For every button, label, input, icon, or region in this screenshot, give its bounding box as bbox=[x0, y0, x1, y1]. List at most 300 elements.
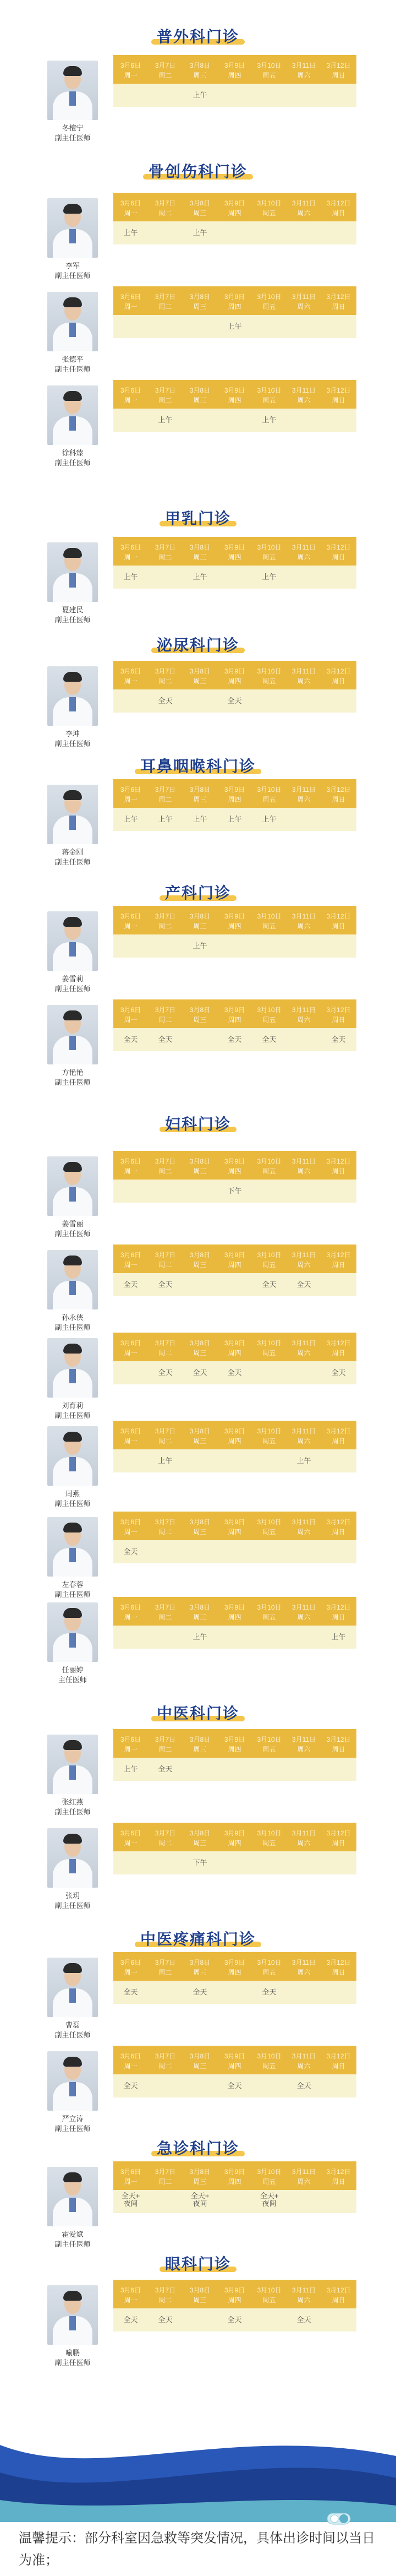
date-label: 3月6日 bbox=[120, 2052, 141, 2060]
schedule-table bbox=[113, 1729, 356, 1781]
schedule-row bbox=[113, 1981, 356, 2004]
weekday-label: 周二 bbox=[158, 1969, 172, 1976]
schedule-cell: 上午 bbox=[123, 573, 138, 581]
schedule-cell: 上午 bbox=[227, 322, 242, 330]
weekday-label: 周六 bbox=[297, 209, 311, 217]
schedule-table bbox=[113, 537, 356, 589]
weekday-label: 周一 bbox=[124, 1349, 138, 1357]
weekday-label: 周六 bbox=[297, 1016, 311, 1024]
weekday-label: 周日 bbox=[332, 2062, 345, 2070]
schedule-cell: 上午 bbox=[193, 91, 207, 99]
date-label: 3月8日 bbox=[189, 786, 211, 794]
date-label: 3月9日 bbox=[224, 1157, 245, 1165]
section-title-text: 泌尿科门诊 bbox=[151, 633, 245, 655]
date-label: 3月10日 bbox=[257, 1518, 282, 1526]
weekday-label: 周六 bbox=[297, 72, 311, 79]
weekday-label: 周六 bbox=[297, 1746, 311, 1753]
weekday-label: 周四 bbox=[228, 2296, 241, 2304]
weekday-label: 周五 bbox=[262, 1839, 276, 1847]
schedule-header bbox=[113, 1151, 356, 1180]
date-label: 3月11日 bbox=[292, 667, 316, 675]
weekday-label: 周三 bbox=[193, 2062, 207, 2070]
doctor-name: 徐科臻 bbox=[62, 449, 84, 457]
weekday-label: 周三 bbox=[193, 1528, 207, 1536]
weekday-label: 周四 bbox=[228, 303, 241, 311]
schedule-row bbox=[113, 315, 356, 338]
weekday-label: 周四 bbox=[228, 1839, 241, 1847]
schedule-row bbox=[113, 1540, 356, 1563]
date-label: 3月11日 bbox=[292, 912, 316, 920]
date-label: 3月7日 bbox=[155, 1157, 176, 1165]
schedule-header bbox=[113, 2280, 356, 2308]
date-label: 3月10日 bbox=[257, 1959, 282, 1966]
weekday-label: 周日 bbox=[332, 1528, 345, 1536]
weekday-label: 周一 bbox=[124, 1016, 138, 1024]
schedule-cell: 全天+ 夜间 bbox=[260, 2192, 279, 2208]
date-label: 3月8日 bbox=[189, 1251, 211, 1259]
date-label: 3月8日 bbox=[189, 1604, 211, 1611]
weekday-label: 周一 bbox=[124, 72, 138, 79]
date-label: 3月7日 bbox=[155, 544, 176, 551]
doctor-title: 副主任医师 bbox=[54, 1808, 91, 1816]
doctor-card bbox=[0, 2167, 396, 2248]
weekday-label: 周日 bbox=[332, 1167, 345, 1175]
doctor-photo bbox=[47, 785, 98, 844]
weekday-label: 周日 bbox=[332, 1437, 345, 1445]
doctor-card bbox=[0, 1958, 396, 2039]
schedule-row bbox=[113, 2190, 356, 2213]
date-label: 3月6日 bbox=[120, 1518, 141, 1526]
doctor-name: 喻鹏 bbox=[65, 2349, 80, 2357]
section-title-text: 急诊科门诊 bbox=[151, 2137, 245, 2159]
doctor-card bbox=[0, 1735, 396, 1816]
weekday-label: 周一 bbox=[124, 1839, 138, 1847]
weekday-label: 周二 bbox=[158, 677, 172, 685]
weekday-label: 周日 bbox=[332, 209, 345, 217]
date-label: 3月9日 bbox=[224, 1604, 245, 1611]
schedule-cell: 全天 bbox=[158, 1765, 173, 1773]
schedule-header bbox=[113, 55, 356, 84]
date-label: 3月7日 bbox=[155, 1736, 176, 1743]
date-label: 3月11日 bbox=[292, 1829, 316, 1837]
section-title-text: 耳鼻咽喉科门诊 bbox=[135, 754, 261, 776]
date-label: 3月11日 bbox=[292, 1339, 316, 1347]
weekday-label: 周五 bbox=[262, 1969, 276, 1976]
doctor-title: 副主任医师 bbox=[54, 1323, 91, 1332]
doctor-name: 任丽婷 bbox=[62, 1666, 84, 1674]
doctor-title: 副主任医师 bbox=[54, 1230, 91, 1238]
weekday-label: 周六 bbox=[297, 677, 311, 685]
weekday-label: 周四 bbox=[228, 2178, 241, 2186]
weekday-label: 周五 bbox=[262, 1016, 276, 1024]
schedule-table bbox=[113, 1333, 356, 1384]
date-label: 3月8日 bbox=[189, 62, 211, 69]
date-label: 3月12日 bbox=[326, 1604, 351, 1611]
weekday-label: 周日 bbox=[332, 1349, 345, 1357]
date-label: 3月6日 bbox=[120, 2286, 141, 2294]
date-label: 3月6日 bbox=[120, 62, 141, 69]
date-label: 3月10日 bbox=[257, 2168, 282, 2176]
date-label: 3月9日 bbox=[224, 62, 245, 69]
weekday-label: 周三 bbox=[193, 2296, 207, 2304]
date-label: 3月6日 bbox=[120, 912, 141, 920]
weekday-label: 周日 bbox=[332, 72, 345, 79]
date-label: 3月11日 bbox=[292, 786, 316, 794]
weekday-label: 周四 bbox=[228, 72, 241, 79]
doctor-title: 副主任医师 bbox=[54, 740, 91, 748]
weekday-label: 周三 bbox=[193, 796, 207, 803]
schedule-row bbox=[113, 1626, 356, 1649]
doctor-card bbox=[0, 1005, 396, 1086]
doctor-title: 副主任医师 bbox=[54, 365, 91, 373]
schedule-table bbox=[113, 1421, 356, 1472]
date-label: 3月10日 bbox=[257, 2052, 282, 2060]
schedule-row bbox=[113, 689, 356, 713]
weekday-label: 周四 bbox=[228, 1016, 241, 1024]
schedule-header bbox=[113, 1512, 356, 1540]
doctor-photo bbox=[47, 385, 98, 445]
weekday-label: 周五 bbox=[262, 1528, 276, 1536]
doctor-name: 李军 bbox=[65, 262, 80, 270]
schedule-cell: 全天 bbox=[296, 1280, 311, 1289]
schedule-header bbox=[113, 380, 356, 409]
weekday-label: 周六 bbox=[297, 1528, 311, 1536]
doctor-title: 副主任医师 bbox=[54, 1078, 91, 1086]
schedule-table bbox=[113, 2161, 356, 2213]
section-title bbox=[0, 633, 396, 655]
doctor-card bbox=[0, 1338, 396, 1420]
schedule-cell: 全天 bbox=[123, 1035, 138, 1044]
date-label: 3月11日 bbox=[292, 199, 316, 207]
date-label: 3月12日 bbox=[326, 786, 351, 794]
weekday-label: 周一 bbox=[124, 209, 138, 217]
date-label: 3月9日 bbox=[224, 199, 245, 207]
doctor-card bbox=[0, 542, 396, 624]
schedule-row bbox=[113, 1851, 356, 1874]
weekday-label: 周五 bbox=[262, 1349, 276, 1357]
schedule-table bbox=[113, 2046, 356, 2097]
weekday-label: 周日 bbox=[332, 1746, 345, 1753]
schedule-cell: 全天 bbox=[158, 1035, 173, 1044]
schedule-header bbox=[113, 537, 356, 566]
schedule-cell: 上午 bbox=[158, 416, 173, 424]
toggle-switch-icon[interactable] bbox=[327, 2513, 351, 2525]
date-label: 3月11日 bbox=[292, 1518, 316, 1526]
schedule-row bbox=[113, 1028, 356, 1051]
section-title-text: 中医疼痛科门诊 bbox=[135, 1927, 261, 1949]
schedule-header bbox=[113, 2046, 356, 2074]
date-label: 3月9日 bbox=[224, 912, 245, 920]
weekday-label: 周一 bbox=[124, 796, 138, 803]
date-label: 3月9日 bbox=[224, 2168, 245, 2176]
weekday-label: 周四 bbox=[228, 1437, 241, 1445]
weekday-label: 周三 bbox=[193, 1746, 207, 1753]
section-title-text: 眼科门诊 bbox=[160, 2252, 237, 2274]
doctor-photo bbox=[47, 1338, 98, 1398]
weekday-label: 周日 bbox=[332, 677, 345, 685]
schedule-table bbox=[113, 661, 356, 713]
schedule-cell: 上午 bbox=[158, 1457, 173, 1465]
schedule-cell: 上午 bbox=[193, 573, 207, 581]
weekday-label: 周三 bbox=[193, 1613, 207, 1621]
weekday-label: 周六 bbox=[297, 1261, 311, 1269]
doctor-photo bbox=[47, 1517, 98, 1577]
schedule-cell: 全天+ 夜间 bbox=[190, 2192, 210, 2208]
weekday-label: 周日 bbox=[332, 1261, 345, 1269]
weekday-label: 周二 bbox=[158, 553, 172, 561]
weekday-label: 周二 bbox=[158, 1528, 172, 1536]
section-title-text: 骨创伤科门诊 bbox=[143, 160, 253, 182]
notice-text: 温馨提示：部分科室因急救等突发情况，具体出诊时间以当日为准； bbox=[19, 2531, 375, 2568]
date-label: 3月7日 bbox=[155, 1339, 176, 1347]
section-title-text: 中医科门诊 bbox=[151, 1702, 245, 1724]
weekday-label: 周六 bbox=[297, 1167, 311, 1175]
schedule-cell: 全天 bbox=[331, 1035, 346, 1044]
weekday-label: 周二 bbox=[158, 796, 172, 803]
date-label: 3月9日 bbox=[224, 2286, 245, 2294]
doctor-photo bbox=[47, 1250, 98, 1309]
schedule-table bbox=[113, 906, 356, 958]
schedule-row bbox=[113, 1273, 356, 1296]
weekday-label: 周四 bbox=[228, 2062, 241, 2070]
weekday-label: 周四 bbox=[228, 1746, 241, 1753]
date-label: 3月11日 bbox=[292, 1157, 316, 1165]
weekday-label: 周六 bbox=[297, 396, 311, 404]
weekday-label: 周五 bbox=[262, 553, 276, 561]
weekday-label: 周一 bbox=[124, 2062, 138, 2070]
doctor-title: 副主任医师 bbox=[54, 2240, 91, 2248]
date-label: 3月7日 bbox=[155, 387, 176, 394]
schedule-cell: 全天 bbox=[227, 697, 242, 705]
date-label: 3月10日 bbox=[257, 1157, 282, 1165]
weekday-label: 周三 bbox=[193, 677, 207, 685]
schedule-cell: 上午 bbox=[193, 942, 207, 950]
weekday-label: 周日 bbox=[332, 396, 345, 404]
weekday-label: 周三 bbox=[193, 1839, 207, 1847]
date-label: 3月9日 bbox=[224, 2052, 245, 2060]
doctor-photo bbox=[47, 1735, 98, 1794]
schedule-cell: 上午 bbox=[193, 815, 207, 823]
schedule-row bbox=[113, 934, 356, 958]
schedule-table bbox=[113, 1151, 356, 1203]
schedule-table bbox=[113, 999, 356, 1051]
schedule-cell: 全天 bbox=[193, 1368, 207, 1377]
weekday-label: 周一 bbox=[124, 1746, 138, 1753]
weekday-label: 周四 bbox=[228, 796, 241, 803]
schedule-table bbox=[113, 1512, 356, 1563]
doctor-photo bbox=[47, 911, 98, 971]
date-label: 3月9日 bbox=[224, 1959, 245, 1966]
doctor-card bbox=[0, 2285, 396, 2367]
weekday-label: 周四 bbox=[228, 1261, 241, 1269]
date-label: 3月6日 bbox=[120, 544, 141, 551]
schedule-table bbox=[113, 1823, 356, 1874]
schedule-cell: 上午 bbox=[123, 815, 138, 823]
section-title bbox=[0, 1112, 396, 1134]
date-label: 3月8日 bbox=[189, 1518, 211, 1526]
schedule-header bbox=[113, 193, 356, 221]
date-label: 3月11日 bbox=[292, 293, 316, 301]
weekday-label: 周三 bbox=[193, 553, 207, 561]
schedule-row bbox=[113, 221, 356, 244]
weekday-label: 周四 bbox=[228, 1528, 241, 1536]
date-label: 3月7日 bbox=[155, 1427, 176, 1435]
date-label: 3月12日 bbox=[326, 62, 351, 69]
date-label: 3月8日 bbox=[189, 912, 211, 920]
weekday-label: 周五 bbox=[262, 1746, 276, 1753]
weekday-label: 周一 bbox=[124, 1969, 138, 1976]
doctor-card bbox=[0, 198, 396, 280]
date-label: 3月6日 bbox=[120, 1251, 141, 1259]
schedule-cell: 上午 bbox=[262, 815, 277, 823]
section-title bbox=[0, 1927, 396, 1949]
weekday-label: 周日 bbox=[332, 1839, 345, 1847]
schedule-cell: 上午 bbox=[227, 815, 242, 823]
weekday-label: 周五 bbox=[262, 1613, 276, 1621]
date-label: 3月10日 bbox=[257, 786, 282, 794]
doctor-name: 张玥 bbox=[65, 1892, 80, 1900]
schedule-cell: 全天 bbox=[158, 2316, 173, 2324]
weekday-label: 周日 bbox=[332, 303, 345, 311]
schedule-header bbox=[113, 1244, 356, 1273]
schedule-table bbox=[113, 1244, 356, 1296]
schedule-row bbox=[113, 1449, 356, 1472]
schedule-cell: 全天 bbox=[193, 1988, 207, 1996]
date-label: 3月8日 bbox=[189, 2286, 211, 2294]
section-title bbox=[0, 1702, 396, 1724]
date-label: 3月12日 bbox=[326, 293, 351, 301]
date-label: 3月6日 bbox=[120, 1006, 141, 1014]
date-label: 3月10日 bbox=[257, 1829, 282, 1837]
weekday-label: 周二 bbox=[158, 1167, 172, 1175]
weekday-label: 周五 bbox=[262, 1167, 276, 1175]
doctor-title: 主任医师 bbox=[58, 1676, 87, 1684]
weekday-label: 周四 bbox=[228, 1969, 241, 1976]
schedule-row bbox=[113, 409, 356, 432]
date-label: 3月12日 bbox=[326, 1736, 351, 1743]
doctor-card bbox=[0, 911, 396, 993]
weekday-label: 周一 bbox=[124, 1261, 138, 1269]
schedule-cell: 上午 bbox=[296, 1457, 311, 1465]
date-label: 3月7日 bbox=[155, 2168, 176, 2176]
doctor-photo bbox=[47, 292, 98, 351]
doctor-card bbox=[0, 1828, 396, 1910]
date-label: 3月9日 bbox=[224, 544, 245, 551]
weekday-label: 周五 bbox=[262, 922, 276, 930]
date-label: 3月10日 bbox=[257, 1736, 282, 1743]
weekday-label: 周四 bbox=[228, 677, 241, 685]
schedule-row bbox=[113, 84, 356, 107]
schedule-row bbox=[113, 808, 356, 831]
schedule-header bbox=[113, 286, 356, 315]
date-label: 3月11日 bbox=[292, 2286, 316, 2294]
date-label: 3月11日 bbox=[292, 1736, 316, 1743]
doctor-photo bbox=[47, 1828, 98, 1888]
doctor-title: 副主任医师 bbox=[54, 985, 91, 993]
schedule-cell: 上午 bbox=[193, 229, 207, 237]
weekday-label: 周日 bbox=[332, 553, 345, 561]
date-label: 3月10日 bbox=[257, 1339, 282, 1347]
doctor-photo bbox=[47, 61, 98, 120]
date-label: 3月12日 bbox=[326, 1006, 351, 1014]
date-label: 3月12日 bbox=[326, 1959, 351, 1966]
weekday-label: 周一 bbox=[124, 1613, 138, 1621]
weekday-label: 周日 bbox=[332, 1016, 345, 1024]
weekday-label: 周六 bbox=[297, 553, 311, 561]
date-label: 3月7日 bbox=[155, 2052, 176, 2060]
date-label: 3月7日 bbox=[155, 1829, 176, 1837]
date-label: 3月12日 bbox=[326, 2168, 351, 2176]
date-label: 3月8日 bbox=[189, 199, 211, 207]
date-label: 3月10日 bbox=[257, 2286, 282, 2294]
schedule-table bbox=[113, 779, 356, 831]
doctor-card bbox=[0, 1250, 396, 1332]
doctor-photo bbox=[47, 1602, 98, 1662]
schedule-table bbox=[113, 380, 356, 432]
doctor-photo bbox=[47, 2167, 98, 2226]
doctor-title: 副主任医师 bbox=[54, 1411, 91, 1420]
date-label: 3月12日 bbox=[326, 199, 351, 207]
date-label: 3月12日 bbox=[326, 912, 351, 920]
date-label: 3月10日 bbox=[257, 62, 282, 69]
date-label: 3月6日 bbox=[120, 1959, 141, 1966]
date-label: 3月7日 bbox=[155, 1959, 176, 1966]
doctor-card bbox=[0, 785, 396, 866]
schedule-cell: 上午 bbox=[331, 1633, 346, 1641]
schedule-table bbox=[113, 193, 356, 244]
weekday-label: 周一 bbox=[124, 1528, 138, 1536]
date-label: 3月10日 bbox=[257, 1006, 282, 1014]
weekday-label: 周四 bbox=[228, 396, 241, 404]
date-label: 3月7日 bbox=[155, 667, 176, 675]
weekday-label: 周日 bbox=[332, 1613, 345, 1621]
doctor-card bbox=[0, 1602, 396, 1684]
date-label: 3月12日 bbox=[326, 1251, 351, 1259]
date-label: 3月9日 bbox=[224, 1006, 245, 1014]
schedule-cell: 全天 bbox=[123, 1280, 138, 1289]
weekday-label: 周五 bbox=[262, 2178, 276, 2186]
schedule-row bbox=[113, 566, 356, 589]
date-label: 3月12日 bbox=[326, 2052, 351, 2060]
schedule-cell: 上午 bbox=[123, 229, 138, 237]
weekday-label: 周三 bbox=[193, 1167, 207, 1175]
date-label: 3月8日 bbox=[189, 2168, 211, 2176]
date-label: 3月12日 bbox=[326, 1518, 351, 1526]
doctor-name: 周燕 bbox=[65, 1490, 80, 1498]
weekday-label: 周三 bbox=[193, 1969, 207, 1976]
schedule-table bbox=[113, 286, 356, 338]
date-label: 3月9日 bbox=[224, 1829, 245, 1837]
schedule-cell: 全天 bbox=[296, 2316, 311, 2324]
doctor-photo bbox=[47, 198, 98, 258]
schedule-cell: 上午 bbox=[262, 416, 277, 424]
weekday-label: 周日 bbox=[332, 796, 345, 803]
schedule-cell: 全天 bbox=[227, 1368, 242, 1377]
weekday-label: 周日 bbox=[332, 2296, 345, 2304]
doctor-photo bbox=[47, 666, 98, 726]
weekday-label: 周日 bbox=[332, 922, 345, 930]
weekday-label: 周三 bbox=[193, 1016, 207, 1024]
doctor-title: 副主任医师 bbox=[54, 2124, 91, 2133]
schedule-cell: 上午 bbox=[123, 1765, 138, 1773]
weekday-label: 周一 bbox=[124, 2296, 138, 2304]
weekday-label: 周二 bbox=[158, 2178, 172, 2186]
doctor-title: 副主任医师 bbox=[54, 134, 91, 142]
section-title bbox=[0, 2252, 396, 2274]
weekday-label: 周六 bbox=[297, 1613, 311, 1621]
schedule-table bbox=[113, 55, 356, 107]
weekday-label: 周六 bbox=[297, 2178, 311, 2186]
